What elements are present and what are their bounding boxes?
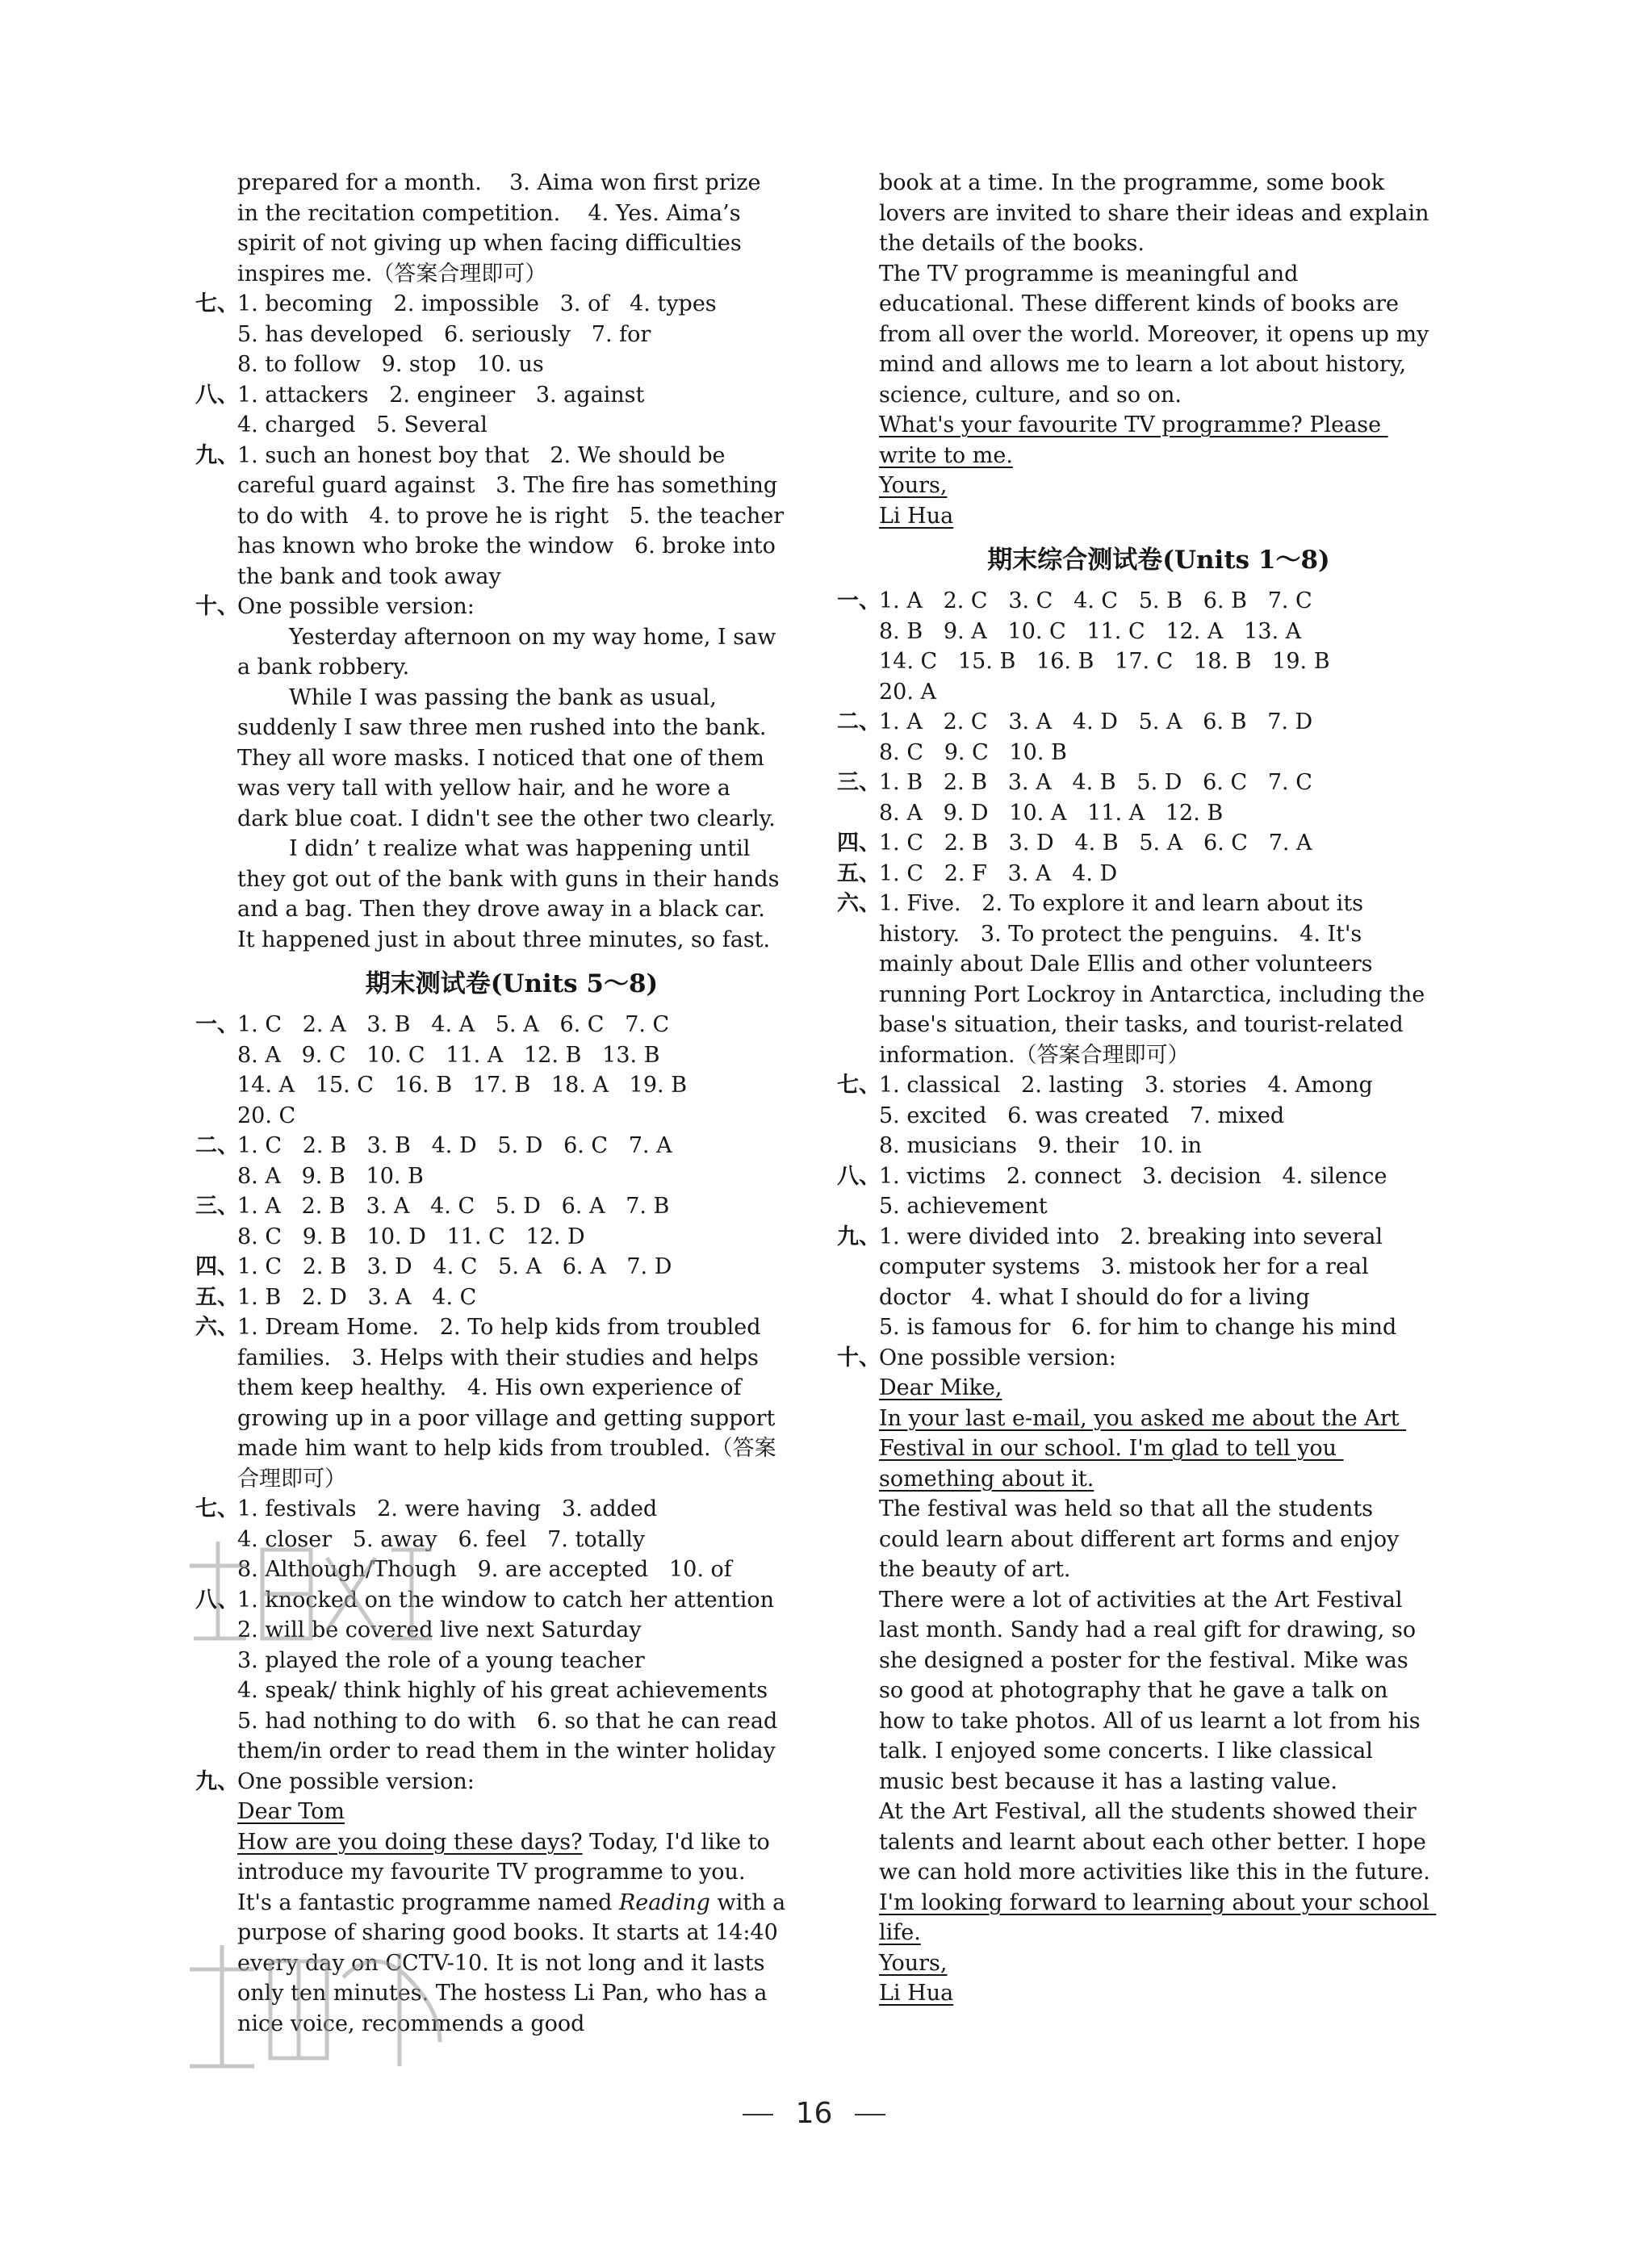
answer-text: Yesterday afternoon on my way home, I saw a bank robbery. xyxy=(237,624,783,680)
section-marker: 七、 xyxy=(195,291,239,316)
answer-text: Dear Tom xyxy=(237,1799,345,1824)
question-section xyxy=(837,707,1438,768)
section-marker: 七、 xyxy=(195,1496,239,1521)
answer-text: I didn’ t realize what was happening until they got out of the bank with guns in their hands and a bag. Then they drove away in a black car. It happened just in about three minutes, so fast. xyxy=(237,836,787,952)
page-number-dash xyxy=(855,2114,885,2115)
question-section xyxy=(837,859,1438,889)
section-marker: 一、 xyxy=(837,588,881,613)
answer-text-block xyxy=(837,1888,1438,1948)
question-section xyxy=(195,1010,786,1131)
question-section xyxy=(837,768,1438,828)
section-marker: 八、 xyxy=(837,1163,881,1189)
page-number-dash xyxy=(743,2114,773,2115)
question-section xyxy=(195,1191,786,1252)
answer-text: 1. C 2. F 3. A 4. D xyxy=(879,860,1118,886)
section-title: 期末综合测试卷(Units 1～8) xyxy=(987,546,1330,575)
answer-text: One possible version: xyxy=(879,1345,1116,1370)
answer-text: One possible version: xyxy=(237,1768,475,1794)
section-marker: 八、 xyxy=(195,382,239,408)
answer-text: 1. were divided into 2. breaking into several computer systems 3. mistook her for a real doctor 4. what I should do for a living 5. is famous for 6. for him to change his mind xyxy=(879,1224,1397,1340)
section-marker: 一、 xyxy=(195,1012,239,1037)
section-marker: 三、 xyxy=(837,770,881,795)
answer-text-block xyxy=(837,1948,1438,2009)
answer-text: 1. attackers 2. engineer 3. against 4. charged 5. Several xyxy=(237,382,645,437)
question-section xyxy=(837,1161,1438,1222)
answer-text: Yours, Li Hua xyxy=(879,473,954,529)
answer-text: 1. festivals 2. were having 3. added 4. closer 5. away 6. feel 7. totally 8. Although/Though 9. are accepted 10. of xyxy=(237,1496,732,1582)
answer-text: 1. Five. 2. To explore it and learn about its history. 3. To protect the penguins. 4. It's mainly about Dale Ellis and other volunteers running Port Lockroy in Antarctica, including the base's situation, their tasks, and tourist-related information.（答案合理即可） xyxy=(879,891,1432,1068)
answer-text: Dear Mike, xyxy=(879,1375,1002,1400)
answer-text: 1. becoming 2. impossible 3. of 4. types 5. has developed 6. seriously 7. for 8. to follow 9. stop 10. us xyxy=(237,291,717,377)
section-marker: 四、 xyxy=(195,1254,239,1279)
question-section xyxy=(837,828,1438,859)
question-section xyxy=(195,592,786,622)
answer-text-block xyxy=(195,622,786,683)
answer-text-block xyxy=(837,471,1438,531)
answer-text: 1. A 2. B 3. A 4. C 5. D 6. A 7. B 8. C 9. B 10. D 11. C 12. D xyxy=(237,1194,670,1249)
answer-text: 1. such an honest boy that 2. We should be careful guard against 3. The fire has something to do with 4. to prove he is right 5. the teacher has known who broke the window 6. broke into the bank and took away xyxy=(237,442,791,589)
question-section xyxy=(837,1070,1438,1161)
text-segment: Today, I'd like to introduce my favourite TV programme to you. It's a fantastic programme named xyxy=(237,1829,777,1915)
page-number xyxy=(0,2099,1628,2129)
answer-text: prepared for a month. 3. Aima won first prize in the recitation competition. 4. Yes. Aima’s spirit of not giving up when facing difficulties inspires me.（答案合理即可） xyxy=(237,170,768,287)
question-section xyxy=(195,1312,786,1494)
section-title: 期末测试卷(Units 5～8) xyxy=(365,969,659,998)
answer-text-block xyxy=(837,410,1438,471)
text-segment: with a purpose of sharing good books. It starts at 14:40 every day on CCTV-10. It is not long and it lasts only ten minutes. The hostess Li Pan, who has a nice voice, recommends a good xyxy=(237,1889,793,2036)
answer-text: The TV programme is meaningful and educational. These different kinds of books are from all over the world. Moreover, it opens up my mind and allows me to learn a lot about history, science, culture, and so on. xyxy=(879,261,1436,408)
left-column xyxy=(195,168,793,2039)
answer-text: While I was passing the bank as usual, suddenly I saw three men rushed into the bank. They all wore masks. I noticed that one of them was very tall with yellow hair, and he wore a dark blue coat. I didn't see the other two clearly. xyxy=(237,684,776,831)
section-marker: 二、 xyxy=(195,1133,239,1158)
question-section xyxy=(837,1222,1438,1343)
question-section xyxy=(195,1131,786,1191)
answer-text: 1. B 2. B 3. A 4. B 5. D 6. C 7. C 8. A 9. D 10. A 11. A 12. B xyxy=(879,770,1312,826)
answer-text: The festival was held so that all the students could learn about different art forms and enjoy the beauty of art. xyxy=(879,1496,1406,1582)
question-section xyxy=(195,1585,786,1767)
section-marker: 四、 xyxy=(837,831,881,856)
text-segment: How are you doing these days? xyxy=(237,1829,583,1855)
right-column xyxy=(837,168,1438,2009)
section-marker: 七、 xyxy=(837,1073,881,1098)
answer-text: At the Art Festival, all the students showed their talents and learnt about each other better. I hope we can hold more activities like this in the future. xyxy=(879,1799,1433,1885)
answer-text: 1. C 2. B 3. D 4. B 5. A 6. C 7. A xyxy=(879,831,1312,856)
answer-text: 1. knocked on the window to catch her attention 2. will be covered live next Saturday 3. played the role of a young teacher 4. speak/ think highly of his great achievements 5. had nothing to do with 6. so that he can read them/in order to read them in the winter holiday xyxy=(237,1587,778,1764)
section-marker: 二、 xyxy=(837,709,881,734)
answer-text: 1. C 2. B 3. D 4. C 5. A 6. A 7. D xyxy=(237,1254,672,1279)
answer-text-block xyxy=(837,1585,1438,1797)
answer-text: 1. C 2. A 3. B 4. A 5. A 6. C 7. C 8. A 9. C 10. C 11. A 12. B 13. B 14. A 15. C 16. B 17. B 18. A 19. B 20. C xyxy=(237,1012,688,1128)
question-section xyxy=(837,1343,1438,1374)
section-marker: 五、 xyxy=(837,860,881,886)
answer-text-block xyxy=(837,1404,1438,1495)
section-marker: 十、 xyxy=(837,1345,881,1370)
answer-text: 1. B 2. D 3. A 4. C xyxy=(237,1284,477,1310)
text-segment: Reading xyxy=(618,1889,710,1915)
question-section xyxy=(837,889,1438,1070)
answer-text-block xyxy=(837,1373,1438,1404)
answer-text-block xyxy=(837,1494,1438,1585)
answer-text-block xyxy=(837,1797,1438,1888)
section-marker: 三、 xyxy=(195,1194,239,1219)
section-marker: 六、 xyxy=(195,1315,239,1340)
section-marker: 九、 xyxy=(195,1768,239,1794)
answer-text-block xyxy=(195,834,786,955)
section-marker: 九、 xyxy=(195,442,239,468)
answer-text: 1. A 2. C 3. C 4. C 5. B 6. B 7. C 8. B 9. A 10. C 11. C 12. A 13. A 14. C 15. B 16. B 17. C 18. B 19. B 20. A xyxy=(879,588,1330,705)
question-section xyxy=(195,1283,786,1313)
question-section xyxy=(195,1252,786,1283)
answer-text: What's your favourite TV programme? Please write to me. xyxy=(879,412,1388,468)
answer-text: book at a time. In the programme, some book lovers are invited to share their ideas and explain the details of the books. xyxy=(879,170,1437,256)
section-marker: 九、 xyxy=(837,1224,881,1249)
answer-text: 1. Dream Home. 2. To help kids from troubled families. 3. Helps with their studies and helps them keep healthy. 4. His own experience of growing up in a poor village and getting support made him want to help kids from troubled.（答案合理即可） xyxy=(237,1315,782,1492)
section-marker: 八、 xyxy=(195,1587,239,1613)
question-section xyxy=(195,380,786,441)
question-section xyxy=(195,441,791,592)
section-marker: 六、 xyxy=(837,891,881,916)
answer-text: 1. C 2. B 3. B 4. D 5. D 6. C 7. A 8. A 9. B 10. B xyxy=(237,1133,672,1189)
answer-text-block xyxy=(195,168,786,289)
answer-text: 1. A 2. C 3. A 4. D 5. A 6. B 7. D 8. C 9. C 10. B xyxy=(879,709,1313,765)
question-section xyxy=(837,586,1438,707)
answer-text-block xyxy=(837,259,1438,411)
answer-text-block xyxy=(195,1827,793,2040)
answer-text: One possible version: xyxy=(237,594,475,619)
answer-text: There were a lot of activities at the Art Festival last month. Sandy had a real gift for drawing, so she designed a poster for the festival. Mike was so good at photography that he gave a talk on how to take photos. All of us learnt a lot from his talk. I enjoyed some concerts. I like classical music best because it has a lasting value. xyxy=(879,1587,1428,1794)
section-marker: 五、 xyxy=(195,1284,239,1310)
answer-text: I'm looking forward to learning about your school life. xyxy=(879,1889,1437,1945)
answer-text: 1. victims 2. connect 3. decision 4. silence 5. achievement xyxy=(879,1163,1387,1219)
question-section xyxy=(195,1494,786,1585)
answer-text-block xyxy=(837,168,1438,259)
section-marker: 十、 xyxy=(195,594,239,619)
answer-text-block xyxy=(195,683,786,835)
answer-text: Yours, Li Hua xyxy=(879,1950,954,2006)
answer-text-block xyxy=(195,1797,786,1827)
question-section xyxy=(195,289,786,380)
answer-text: In your last e-mail, you asked me about the Art Festival in our school. I'm glad to tell you something about it. xyxy=(879,1405,1407,1492)
page-number-text: 16 xyxy=(795,2097,833,2130)
question-section xyxy=(195,1767,786,1797)
answer-text: 1. classical 2. lasting 3. stories 4. Among 5. excited 6. was created 7. mixed 8. musicians 9. their 10. in xyxy=(879,1073,1373,1158)
